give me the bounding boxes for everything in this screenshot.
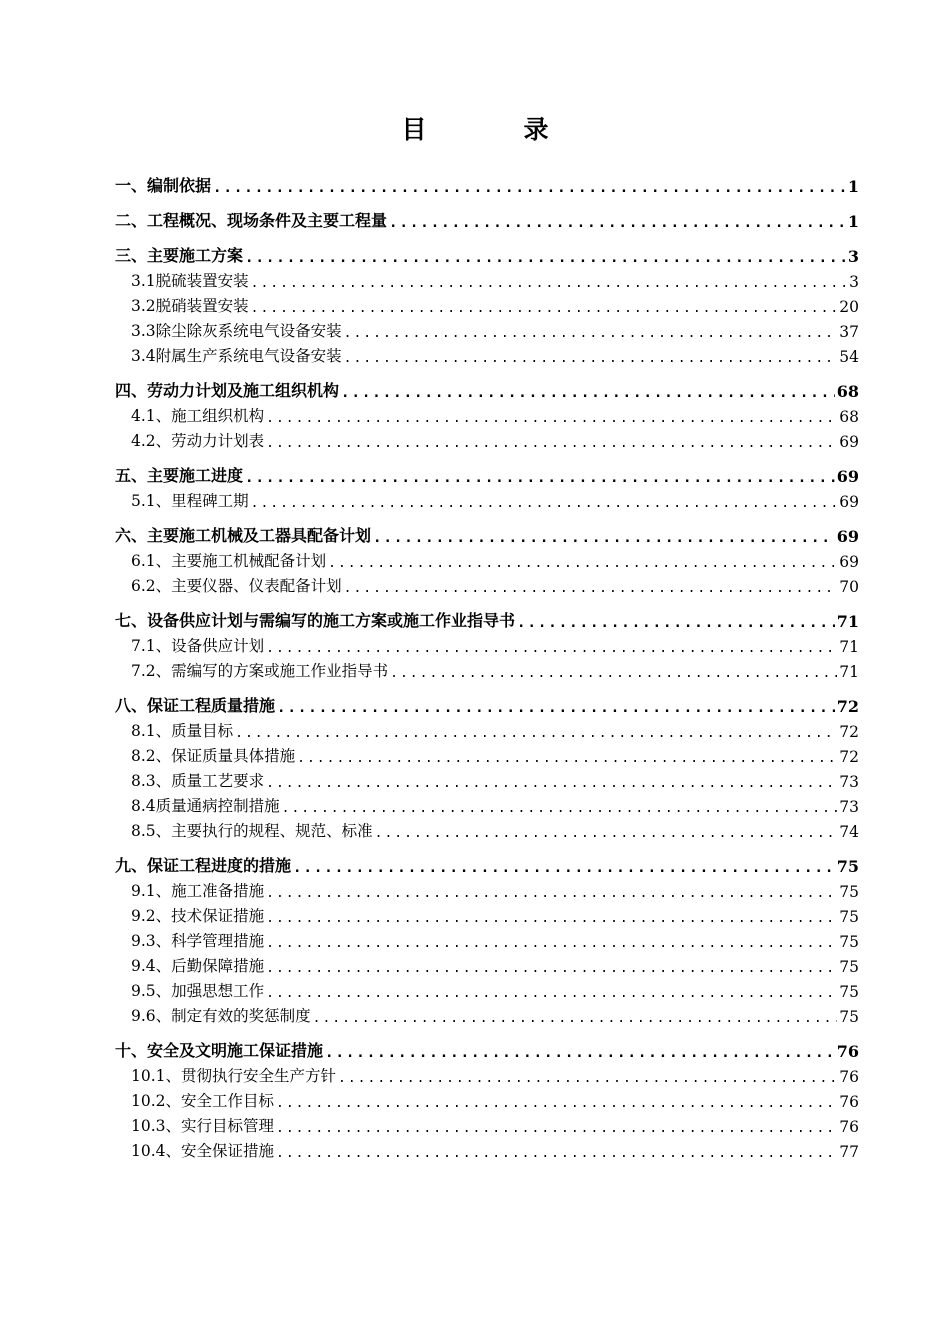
toc-page-number: 76 — [839, 1118, 859, 1136]
toc-subsection-entry[interactable] — [115, 487, 859, 511]
toc-page-number: 69 — [839, 433, 859, 451]
toc-section-entry[interactable] — [115, 607, 859, 631]
dot-leader — [338, 1071, 837, 1086]
dot-leader — [245, 470, 835, 486]
toc-entry-label: 八、保证工程质量措施 — [115, 696, 276, 715]
toc-page-number: 75 — [839, 958, 859, 976]
toc-entry-label: 9.3、科学管理措施 — [131, 932, 265, 950]
toc-subsection-entry[interactable] — [115, 427, 859, 451]
toc-entry-label: 六、主要施工机械及工器具配备计划 — [115, 526, 372, 545]
toc-subsection-entry[interactable] — [115, 742, 859, 766]
toc-entry-label: 9.5、加强思想工作 — [131, 982, 265, 1000]
table-of-contents — [115, 170, 859, 1161]
toc-entry-label: 7.2、需编写的方案或施工作业指导书 — [131, 662, 389, 680]
dot-leader — [389, 215, 846, 231]
toc-subsection-entry[interactable] — [115, 1062, 859, 1086]
toc-entry-label: 七、设备供应计划与需编写的施工方案或施工作业指导书 — [115, 611, 516, 630]
toc-page-number: 3 — [849, 273, 859, 291]
toc-page-number: 73 — [839, 773, 859, 791]
dot-leader — [266, 986, 837, 1001]
dot-leader — [245, 250, 846, 266]
toc-entry-label: 5.1、里程碑工期 — [131, 492, 249, 510]
dot-leader — [277, 700, 835, 716]
toc-page-number: 74 — [839, 823, 859, 841]
dot-leader — [251, 496, 838, 511]
toc-subsection-entry[interactable] — [115, 1137, 859, 1161]
toc-section-entry[interactable] — [115, 852, 859, 876]
toc-subsection-entry[interactable] — [115, 952, 859, 976]
toc-page-number: 1 — [847, 212, 859, 231]
toc-subsection-entry[interactable] — [115, 1002, 859, 1026]
toc-subsection-entry[interactable] — [115, 977, 859, 1001]
toc-entry-label: 三、主要施工方案 — [115, 246, 244, 265]
toc-subsection-entry[interactable] — [115, 317, 859, 341]
toc-entry-label: 9.2、技术保证措施 — [131, 907, 265, 925]
toc-page-number: 1 — [847, 177, 859, 196]
toc-page-number: 68 — [836, 382, 859, 401]
toc-entry-label: 10.1、贯彻执行安全生产方针 — [131, 1067, 337, 1085]
toc-subsection-entry[interactable] — [115, 402, 859, 426]
toc-page-number: 69 — [839, 493, 859, 511]
toc-subsection-entry[interactable] — [115, 572, 859, 596]
toc-subsection-entry[interactable] — [115, 1087, 859, 1111]
toc-entry-label: 10.2、安全工作目标 — [131, 1092, 275, 1110]
dot-leader — [276, 1121, 837, 1136]
toc-entry-label: 8.3、质量工艺要求 — [131, 772, 265, 790]
toc-page-number: 20 — [839, 298, 859, 316]
toc-entry-label: 8.4质量通病控制措施 — [131, 797, 280, 815]
toc-entry-label: 十、安全及文明施工保证措施 — [115, 1041, 324, 1060]
toc-entry-label: 10.3、实行目标管理 — [131, 1117, 275, 1135]
toc-section-entry[interactable] — [115, 377, 859, 401]
toc-page-number: 75 — [839, 983, 859, 1001]
toc-page-number: 72 — [839, 748, 859, 766]
toc-section-entry[interactable] — [115, 462, 859, 486]
dot-leader — [266, 911, 837, 926]
toc-subsection-entry[interactable] — [115, 817, 859, 841]
toc-page-number: 72 — [836, 697, 859, 716]
toc-subsection-entry[interactable] — [115, 547, 859, 571]
toc-page-number: 69 — [836, 527, 859, 546]
dot-leader — [373, 530, 835, 546]
toc-subsection-entry[interactable] — [115, 792, 859, 816]
toc-page-number: 70 — [839, 578, 859, 596]
toc-page-number: 73 — [839, 798, 859, 816]
toc-page-number: 76 — [839, 1093, 859, 1111]
toc-entry-label: 四、劳动力计划及施工组织机构 — [115, 381, 340, 400]
dot-leader — [313, 1011, 838, 1026]
dot-leader — [344, 581, 838, 596]
toc-subsection-entry[interactable] — [115, 902, 859, 926]
toc-entry-label: 一、编制依据 — [115, 176, 212, 195]
dot-leader — [266, 961, 837, 976]
toc-entry-label: 4.2、劳动力计划表 — [131, 432, 265, 450]
dot-leader — [328, 556, 837, 571]
dot-leader — [282, 801, 838, 816]
dot-leader — [251, 301, 838, 316]
toc-page-number: 77 — [839, 1143, 859, 1161]
dot-leader — [344, 326, 838, 341]
toc-subsection-entry[interactable] — [115, 717, 859, 741]
dot-leader — [266, 886, 837, 901]
toc-entry-label: 9.4、后勤保障措施 — [131, 957, 265, 975]
dot-leader — [235, 726, 837, 741]
toc-subsection-entry[interactable] — [115, 927, 859, 951]
toc-page-number: 69 — [839, 553, 859, 571]
toc-subsection-entry[interactable] — [115, 767, 859, 791]
toc-entry-label: 3.1脱硫装置安装 — [131, 272, 249, 290]
toc-entry-label: 二、工程概况、现场条件及主要工程量 — [115, 211, 388, 230]
toc-page-number: 75 — [839, 883, 859, 901]
toc-title: 目 录 — [401, 115, 585, 144]
toc-subsection-entry[interactable] — [115, 342, 859, 366]
toc-entry-label: 8.1、质量目标 — [131, 722, 234, 740]
dot-leader — [266, 436, 837, 451]
dot-leader — [375, 826, 838, 841]
toc-entry-label: 3.2脱硝装置安装 — [131, 297, 249, 315]
dot-leader — [251, 276, 847, 291]
dot-leader — [341, 385, 835, 401]
toc-page-number: 76 — [839, 1068, 859, 1086]
toc-section-entry[interactable] — [115, 242, 859, 266]
toc-page-number: 71 — [839, 638, 859, 656]
toc-entry-label: 4.1、施工组织机构 — [131, 407, 265, 425]
dot-leader — [266, 641, 837, 656]
toc-subsection-entry[interactable] — [115, 632, 859, 656]
toc-entry-label: 6.1、主要施工机械配备计划 — [131, 552, 327, 570]
toc-entry-label: 3.3除尘除灰系统电气设备安装 — [131, 322, 342, 340]
toc-entry-label: 五、主要施工进度 — [115, 466, 244, 485]
toc-page-number: 76 — [836, 1042, 859, 1061]
toc-entry-label: 9.6、制定有效的奖惩制度 — [131, 1007, 311, 1025]
toc-section-entry[interactable] — [115, 207, 859, 231]
dot-leader — [293, 860, 835, 876]
toc-page-number: 69 — [836, 467, 859, 486]
dot-leader — [213, 180, 846, 196]
toc-page-number: 37 — [839, 323, 859, 341]
toc-section-entry[interactable] — [115, 1037, 859, 1061]
dot-leader — [344, 351, 838, 366]
toc-entry-label: 6.2、主要仪器、仪表配备计划 — [131, 577, 342, 595]
dot-leader — [297, 751, 837, 766]
toc-entry-label: 3.4附属生产系统电气设备安装 — [131, 347, 342, 365]
dot-leader — [266, 936, 837, 951]
toc-entry-label: 8.5、主要执行的规程、规范、标准 — [131, 822, 373, 840]
dot-leader — [266, 776, 837, 791]
dot-leader — [276, 1146, 837, 1161]
toc-page-number: 72 — [839, 723, 859, 741]
toc-page-number: 75 — [839, 908, 859, 926]
toc-entry-label: 7.1、设备供应计划 — [131, 637, 265, 655]
toc-page-number: 75 — [839, 933, 859, 951]
dot-leader — [266, 411, 837, 426]
toc-section-entry[interactable] — [115, 522, 859, 546]
dot-leader — [517, 615, 835, 631]
toc-entry-label: 9.1、施工准备措施 — [131, 882, 265, 900]
toc-page-number: 3 — [847, 247, 859, 266]
toc-subsection-entry[interactable] — [115, 267, 859, 291]
toc-page-number: 68 — [839, 408, 859, 426]
toc-page-number: 75 — [839, 1008, 859, 1026]
toc-subsection-entry[interactable] — [115, 1112, 859, 1136]
toc-page-number: 54 — [839, 348, 859, 366]
toc-section-entry[interactable] — [115, 172, 859, 196]
toc-entry-label: 8.2、保证质量具体措施 — [131, 747, 296, 765]
toc-page-number: 71 — [836, 612, 859, 631]
toc-section-entry[interactable] — [115, 692, 859, 716]
toc-entry-label: 九、保证工程进度的措施 — [115, 856, 292, 875]
dot-leader — [325, 1045, 835, 1061]
toc-page-number: 71 — [839, 663, 859, 681]
toc-subsection-entry[interactable] — [115, 877, 859, 901]
dot-leader — [276, 1096, 837, 1111]
toc-page-number: 75 — [836, 857, 859, 876]
toc-entry-label: 10.4、安全保证措施 — [131, 1142, 275, 1160]
toc-subsection-entry[interactable] — [115, 657, 859, 681]
dot-leader — [390, 666, 837, 681]
toc-subsection-entry[interactable] — [115, 292, 859, 316]
